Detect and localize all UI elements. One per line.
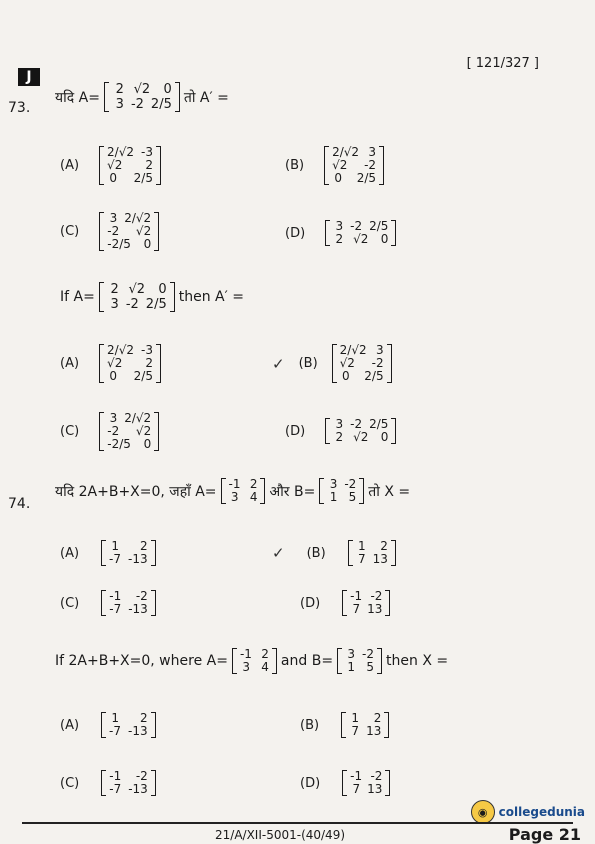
matrix-cell: -2 — [364, 158, 377, 172]
matrix-cell: -2 — [362, 647, 375, 661]
matrix-bracket-right — [391, 540, 396, 566]
matrix-cell: √2 — [332, 158, 348, 172]
option-label: (B) — [306, 545, 326, 561]
matrix-cell: 2/5 — [369, 219, 389, 233]
q74-hi-option-c[interactable] — [60, 590, 156, 616]
matrix-bracket-right — [391, 220, 396, 246]
matrix-row — [107, 370, 153, 383]
matrix-cell: √2 — [107, 158, 123, 172]
matrix-cell: -2 — [130, 97, 144, 112]
matrix-cell: -7 — [109, 782, 122, 796]
matrix-cell: -2 — [107, 224, 120, 238]
matrix-bracket-right — [175, 82, 180, 112]
q74-en-option-c[interactable] — [60, 770, 156, 796]
stem-prefix: If 2A+B+X=0, where A= — [55, 653, 228, 669]
matrix-cell: 3 — [230, 490, 239, 504]
q73-en-option-d[interactable] — [285, 418, 396, 444]
matrix-row — [333, 233, 388, 246]
option-label: (B) — [285, 158, 305, 173]
q74-hi-option-a[interactable] — [60, 540, 156, 566]
q74-en-option-d[interactable] — [300, 770, 390, 796]
matrix-cell: 1 — [347, 660, 356, 674]
q73-en-option-b[interactable] — [272, 344, 392, 383]
matrix-cell: 1 — [351, 711, 360, 725]
matrix-cell: -2 — [370, 589, 383, 603]
matrix-cell: 0 — [380, 232, 389, 246]
matrix-cell: √2 — [135, 224, 152, 238]
matrix-cell: -2 — [125, 297, 139, 312]
matrix-cell: 2 — [139, 711, 148, 725]
matrix-row — [107, 238, 151, 251]
matrix-cell: 1 — [111, 711, 120, 725]
matrix-cell: 2/5 — [145, 297, 167, 312]
matrix-row — [107, 172, 153, 185]
tick-mark-icon: ✓ — [272, 354, 285, 373]
stem-suffix: तो X = — [368, 483, 411, 500]
matrix-cell: 3 — [109, 411, 118, 425]
matrix-bracket-right — [384, 712, 389, 738]
matrix-cell: -1 — [228, 477, 241, 491]
matrix-cell: -2 — [135, 769, 148, 783]
option-matrix — [101, 540, 156, 566]
option-label: (A) — [60, 356, 80, 371]
matrix-bracket-right — [379, 146, 384, 185]
option-matrix — [325, 418, 396, 444]
option-label: (A) — [60, 158, 80, 173]
matrix-cell: 2 — [261, 647, 269, 661]
matrix-cell: 0 — [143, 437, 152, 451]
q74-en-option-a[interactable] — [60, 712, 156, 738]
matrix-row — [107, 282, 167, 297]
matrix-cell: -7 — [109, 602, 122, 616]
matrix-cell: √2 — [353, 430, 369, 444]
matrix-bracket-right — [260, 478, 265, 504]
set-badge: J — [18, 68, 40, 86]
matrix-cell: 3 — [347, 647, 356, 661]
matrix-cell: 2 — [380, 539, 388, 553]
matrix-cell: 2 — [145, 356, 153, 370]
matrix-cell: √2 — [353, 232, 369, 246]
matrix-cell: -2 — [350, 417, 363, 431]
matrix-bracket-right — [156, 344, 161, 383]
matrix-cell: -1 — [350, 589, 363, 603]
matrix-cell: -7 — [109, 724, 122, 738]
matrix-row — [349, 725, 381, 738]
matrix-cell: -2 — [107, 424, 120, 438]
matrix-cell: 2/5 — [150, 97, 172, 112]
option-label: (C) — [60, 595, 80, 611]
matrix-cell: 3 — [109, 211, 118, 225]
matrix-bracket-right — [170, 282, 175, 312]
matrix-cell: 2/√2 — [124, 411, 152, 425]
option-label: (C) — [60, 775, 80, 791]
matrix-cell: 2/√2 — [332, 145, 360, 159]
option-matrix — [101, 590, 156, 616]
matrix-cell: 2/5 — [369, 417, 389, 431]
matrix-cell: 4 — [261, 660, 269, 674]
matrix-cell: 2/√2 — [124, 211, 152, 225]
option-matrix — [101, 770, 156, 796]
matrix-row — [109, 783, 148, 796]
matrix-cell: 1 — [111, 539, 120, 553]
matrix-cell: 3 — [110, 297, 119, 312]
matrix-cell: 3 — [375, 343, 384, 357]
matrix-cell: -2/5 — [107, 237, 131, 251]
option-matrix — [99, 146, 161, 185]
matrix-cell: 0 — [334, 171, 343, 185]
matrix-cell: 2/√2 — [107, 343, 135, 357]
matrix-A — [232, 648, 277, 674]
matrix-cell: 3 — [335, 417, 344, 431]
footer-code: 21/A/XII-5001-(40/49) — [215, 828, 346, 842]
matrix-row — [340, 370, 384, 383]
q73-hi-option-c[interactable] — [60, 212, 159, 251]
q73-en-option-a[interactable] — [60, 344, 161, 383]
owl-icon: ◉ — [471, 800, 495, 824]
matrix-cell: 2/5 — [364, 369, 384, 383]
matrix-row — [327, 491, 356, 504]
brand-logo — [471, 800, 585, 824]
matrix-bracket-right — [151, 540, 156, 566]
matrix-bracket-right — [359, 478, 364, 504]
matrix-row — [229, 491, 258, 504]
footer-divider — [22, 822, 573, 824]
matrix-cell: 2 — [145, 158, 153, 172]
matrix-cell: -13 — [128, 782, 148, 796]
matrix-cell: 2/√2 — [339, 343, 367, 357]
matrix-cell: -1 — [109, 769, 122, 783]
question-number-73: 73. — [8, 100, 31, 116]
matrix-cell: -2/5 — [107, 437, 131, 451]
matrix-cell: 0 — [380, 430, 389, 444]
matrix-cell: -13 — [128, 602, 148, 616]
matrix-row — [356, 553, 388, 566]
matrix-row — [109, 553, 148, 566]
matrix-cell: 0 — [158, 282, 167, 297]
q74-hi-option-b[interactable] — [272, 540, 396, 566]
matrix-row — [107, 438, 151, 451]
option-label: (D) — [300, 775, 321, 791]
matrix-cell: 1 — [358, 539, 366, 553]
q73-hi-option-d[interactable] — [285, 220, 396, 246]
matrix-cell: 0 — [163, 82, 172, 97]
matrix-A — [99, 282, 175, 312]
matrix-cell: -2 — [371, 356, 384, 370]
matrix-cell: √2 — [133, 82, 151, 97]
matrix-row — [112, 82, 172, 97]
matrix-cell: 2/5 — [133, 369, 153, 383]
matrix-cell: 2/5 — [356, 171, 377, 185]
option-matrix — [342, 590, 390, 616]
matrix-bracket-right — [385, 770, 390, 796]
matrix-cell: 2 — [373, 711, 382, 725]
option-label: (A) — [60, 717, 80, 733]
option-matrix — [332, 344, 392, 383]
stem-suffix: then X = — [386, 653, 449, 669]
matrix-bracket-right — [151, 590, 156, 616]
matrix-cell: 3 — [115, 97, 124, 112]
matrix-B — [337, 648, 382, 674]
matrix-cell: 3 — [242, 660, 250, 674]
tick-mark-icon: ✓ — [272, 544, 285, 562]
matrix-cell: -13 — [128, 724, 148, 738]
matrix-cell: -1 — [109, 589, 122, 603]
q74-english-stem — [55, 648, 448, 674]
matrix-cell: 3 — [368, 145, 377, 159]
option-label: (D) — [300, 595, 321, 611]
matrix-cell: 3 — [329, 477, 338, 491]
option-label: (C) — [60, 424, 80, 439]
option-matrix — [99, 212, 159, 251]
matrix-cell: 4 — [249, 490, 258, 504]
matrix-row — [109, 725, 148, 738]
option-label: (D) — [285, 225, 306, 241]
matrix-cell: -1 — [239, 647, 252, 661]
matrix-cell: 13 — [367, 602, 383, 616]
q74-hindi-stem — [55, 478, 410, 504]
q73-hi-option-a[interactable] — [60, 146, 161, 185]
matrix-cell: -2 — [344, 477, 357, 491]
matrix-cell: -2 — [350, 219, 363, 233]
page-number: Page 21 — [508, 825, 581, 844]
matrix-cell: 0 — [143, 237, 152, 251]
matrix-cell: -13 — [128, 552, 148, 566]
matrix-row — [240, 661, 269, 674]
matrix-bracket-right — [154, 412, 159, 451]
stem-prefix: यदि A= — [55, 89, 100, 106]
matrix-cell: 2/√2 — [107, 145, 135, 159]
option-matrix — [325, 220, 396, 246]
matrix-cell: -3 — [141, 145, 153, 159]
stem-suffix: then A′ = — [178, 289, 244, 305]
matrix-cell: 0 — [109, 171, 118, 185]
matrix-bracket-right — [387, 344, 392, 383]
matrix-row — [350, 603, 382, 616]
q74-en-option-b[interactable] — [300, 712, 389, 738]
matrix-cell: -7 — [109, 552, 122, 566]
question-number-74: 74. — [8, 496, 31, 512]
matrix-cell: 13 — [367, 782, 383, 796]
matrix-bracket-right — [151, 712, 156, 738]
matrix-cell: 7 — [358, 552, 366, 566]
matrix-cell: 5 — [366, 660, 375, 674]
option-label: (C) — [60, 224, 80, 239]
q74-hi-option-d[interactable] — [300, 590, 390, 616]
option-label: (D) — [285, 423, 306, 439]
matrix-row — [112, 97, 172, 112]
matrix-bracket-right — [377, 648, 382, 674]
option-matrix — [348, 540, 396, 566]
matrix-A — [104, 82, 180, 112]
matrix-cell: 2 — [335, 232, 344, 246]
matrix-cell: 0 — [109, 369, 118, 383]
matrix-cell: 1 — [329, 490, 338, 504]
stem-mid: और B= — [269, 483, 316, 500]
matrix-B — [319, 478, 364, 504]
brand-name: collegedunia — [498, 805, 585, 819]
paper-code: [ 121/327 ] — [466, 56, 539, 71]
matrix-bracket-right — [156, 146, 161, 185]
matrix-bracket-right — [154, 212, 159, 251]
q73-en-option-c[interactable] — [60, 412, 159, 451]
matrix-cell: 3 — [335, 219, 344, 233]
option-matrix — [101, 712, 156, 738]
option-label: (B) — [300, 717, 320, 733]
matrix-row — [107, 297, 167, 312]
matrix-row — [350, 783, 382, 796]
matrix-cell: √2 — [135, 424, 152, 438]
option-label: (B) — [298, 356, 318, 371]
option-matrix — [99, 344, 161, 383]
matrix-bracket-right — [151, 770, 156, 796]
matrix-row — [345, 661, 374, 674]
q73-hi-option-b[interactable] — [285, 146, 384, 185]
matrix-bracket-right — [391, 418, 396, 444]
matrix-cell: 2 — [335, 430, 344, 444]
matrix-cell: -2 — [370, 769, 383, 783]
matrix-cell: 2 — [115, 82, 124, 97]
matrix-cell: 7 — [352, 782, 361, 796]
stem-mid: and B= — [280, 653, 334, 669]
matrix-row — [333, 431, 388, 444]
stem-prefix: यदि 2A+B+X=0, जहाँ A= — [55, 483, 217, 500]
matrix-cell: √2 — [107, 356, 123, 370]
matrix-cell: 2/5 — [133, 171, 153, 185]
stem-prefix: If A= — [60, 289, 95, 305]
matrix-cell: 2 — [139, 539, 148, 553]
stem-suffix: तो A′ = — [183, 89, 229, 106]
matrix-cell: 7 — [351, 724, 360, 738]
matrix-cell: √2 — [128, 282, 146, 297]
matrix-cell: -1 — [350, 769, 363, 783]
matrix-A — [221, 478, 266, 504]
matrix-bracket-right — [385, 590, 390, 616]
option-label: (A) — [60, 545, 80, 561]
matrix-cell: 7 — [352, 602, 361, 616]
option-matrix — [342, 770, 390, 796]
matrix-cell: 2 — [110, 282, 119, 297]
matrix-cell: 0 — [342, 369, 350, 383]
matrix-cell: -3 — [141, 343, 153, 357]
matrix-cell: 13 — [372, 552, 388, 566]
option-matrix — [324, 146, 384, 185]
matrix-cell: 5 — [348, 490, 357, 504]
matrix-row — [109, 603, 148, 616]
q73-english-stem — [60, 282, 244, 312]
matrix-cell: 2 — [249, 477, 258, 491]
matrix-cell: √2 — [339, 356, 355, 370]
matrix-cell: -2 — [135, 589, 148, 603]
matrix-row — [332, 172, 376, 185]
matrix-cell: 13 — [366, 724, 382, 738]
q73-hindi-stem — [55, 82, 229, 112]
option-matrix — [341, 712, 389, 738]
matrix-bracket-right — [272, 648, 277, 674]
option-matrix — [99, 412, 159, 451]
